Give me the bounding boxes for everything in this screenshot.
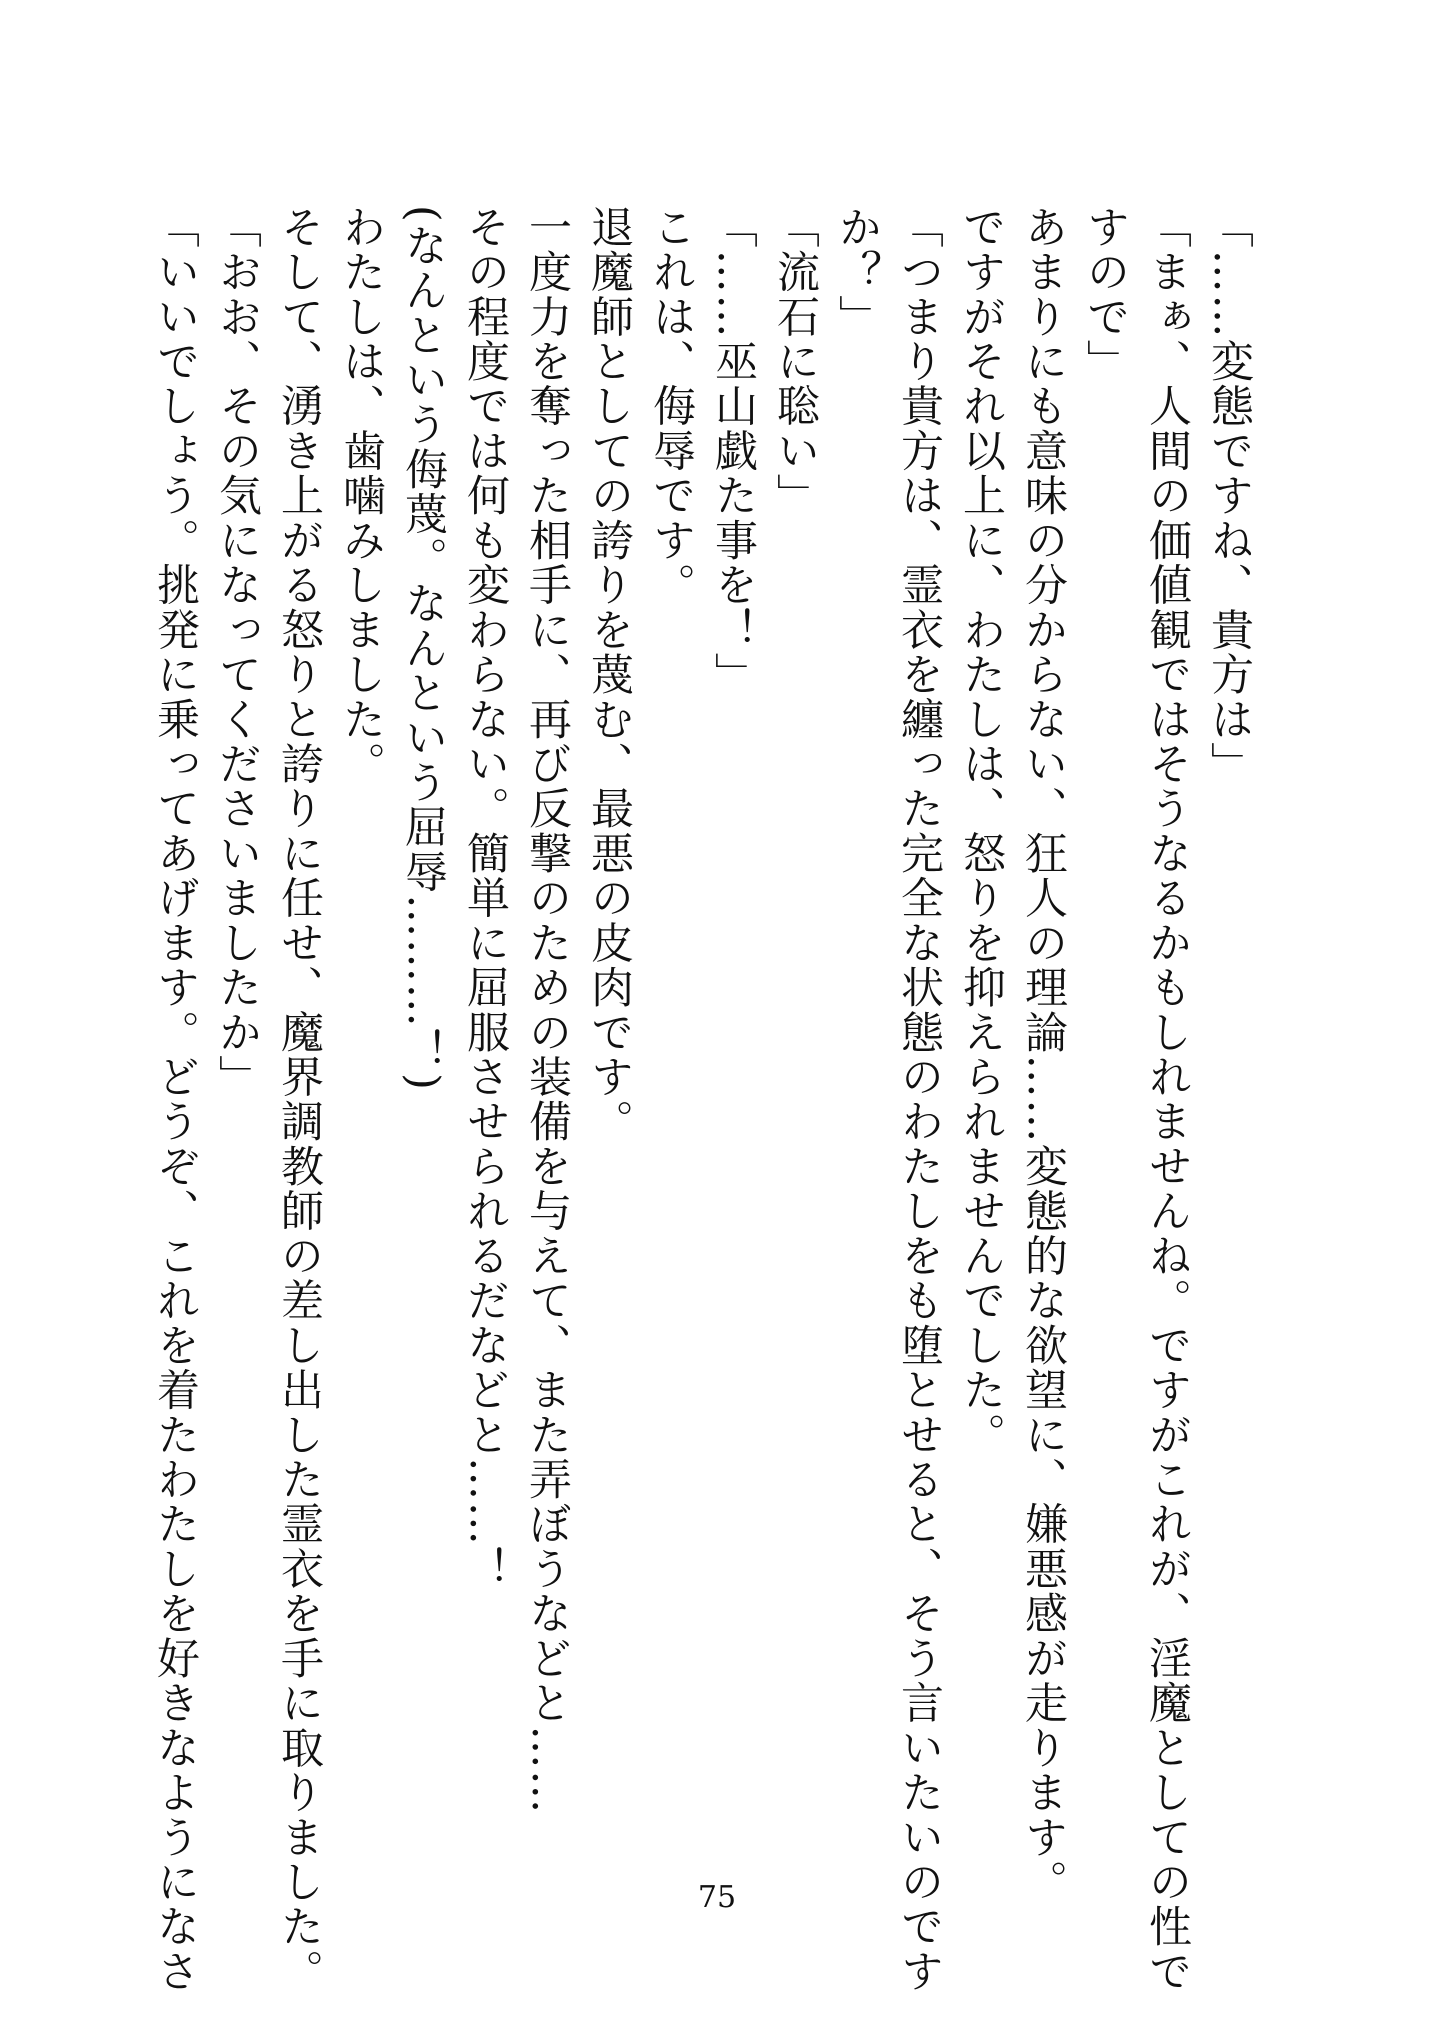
text-line: 「おお、その気になってくださいましたか」 (212, 205, 262, 1100)
text-line: 退魔師としての誇りを蔑む、最悪の皮肉です。 (584, 205, 634, 1145)
text-line: 「……変態ですね、貴方は」 (1204, 205, 1254, 787)
text-line: すので」 (1080, 205, 1130, 384)
text-line: そして、湧き上がる怒りと誇りに任せ、魔界調教師の差し出した霊衣を手に取りました。 (274, 205, 324, 1994)
text-line: あまりにも意味の分からない、狂人の理論……変態的な欲望に、嫌悪感が走ります。 (1018, 205, 1068, 1905)
text-line: 「……巫山戯た事を！」 (708, 205, 758, 697)
text-line: 「まぁ、人間の価値観ではそうなるかもしれませんね。ですがこれが、淫魔としての性で (1142, 205, 1192, 1994)
text-line: 「いいでしょう。挑発に乗ってあげます。どうぞ、これを着たわたしを好きなようになさ (150, 205, 200, 1994)
page-number: 75 (697, 1880, 737, 1915)
text-line: 一度力を奪った相手に、再び反撃のための装備を与えて、また弄ぼうなどと…… (522, 205, 572, 1815)
text-line: これは、侮辱です。 (646, 205, 696, 608)
text-line: わたしは、歯噛みしました。 (336, 205, 386, 787)
text-line: 「つまり貴方は、霊衣を纏った完全な状態のわたしをも堕とせると、そう言いたいのです (894, 205, 944, 1994)
text-line: (なんという侮蔑。なんという屈辱………！) (398, 205, 448, 1092)
text-line: か？」 (832, 205, 882, 340)
text-line: ですがそれ以上に、わたしは、怒りを抑えられませんでした。 (956, 205, 1006, 1458)
text-line: その程度では何も変わらない。簡単に屈服させられるだなどと……！ (460, 205, 510, 1592)
text-line: 「流石に聡い」 (770, 205, 820, 519)
